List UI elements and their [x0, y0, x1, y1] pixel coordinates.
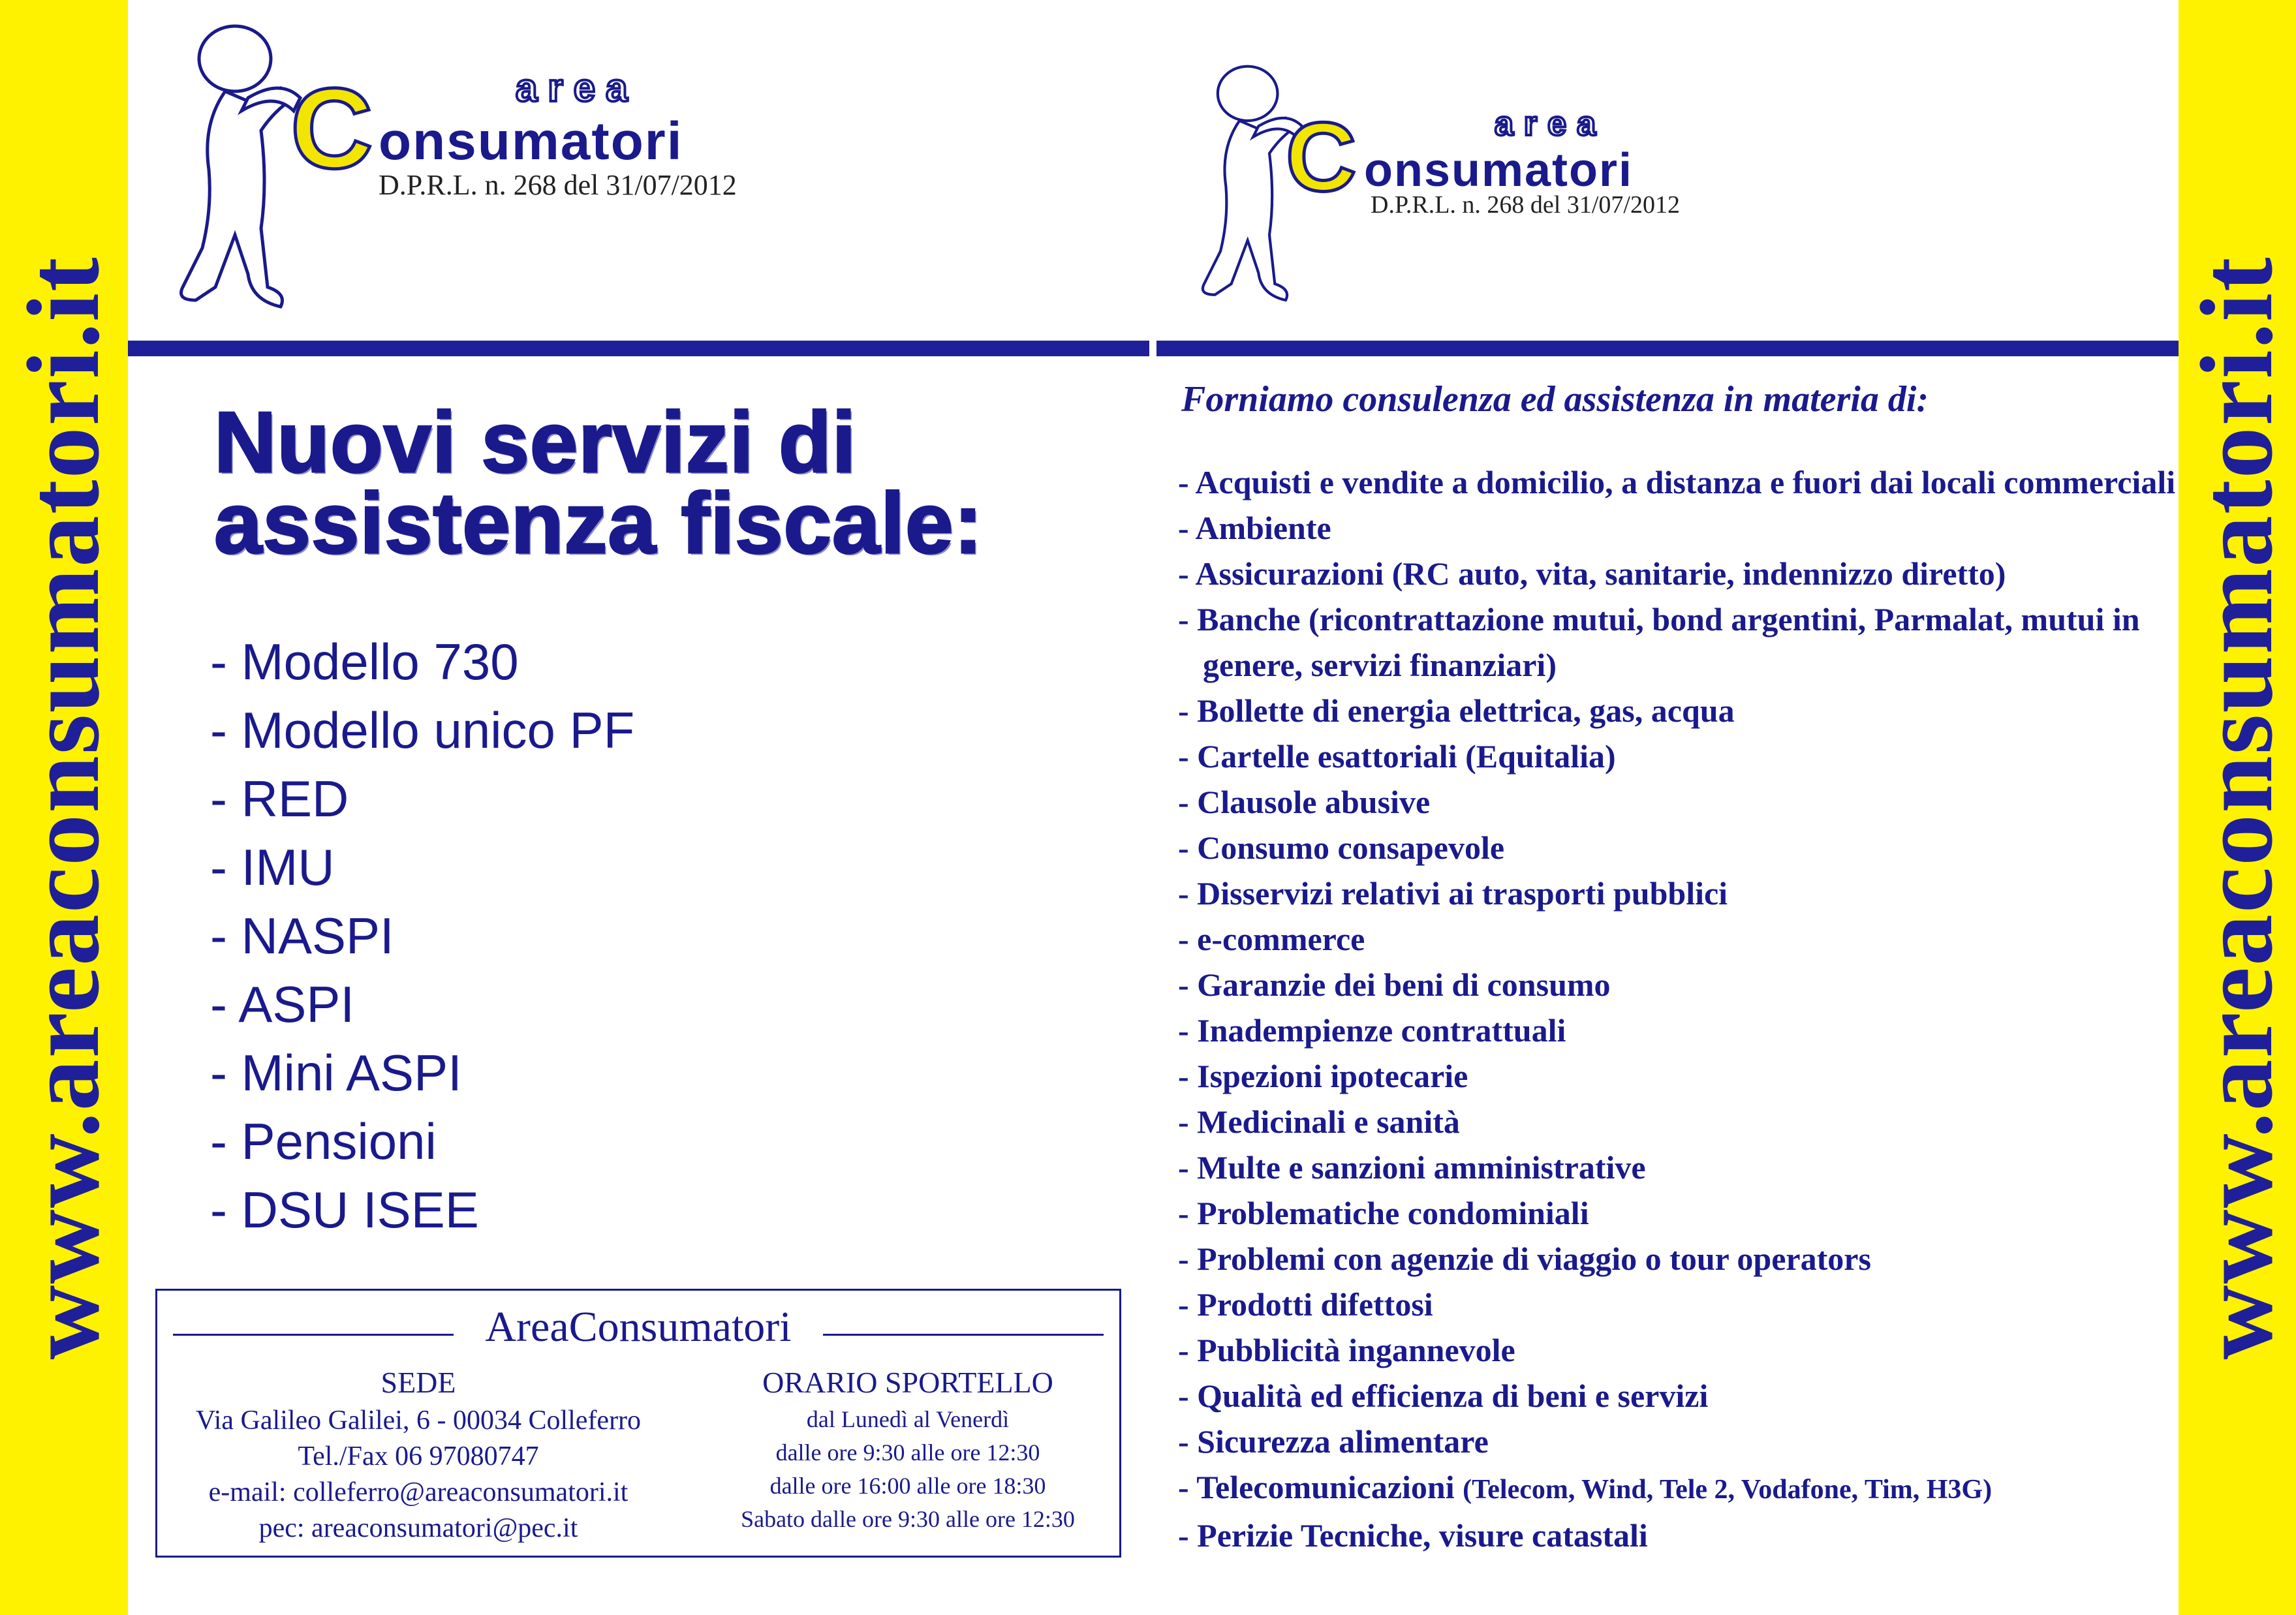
topic-item: - Multe e sanzioni amministrative [1178, 1149, 1646, 1186]
logo-word-area: area [1495, 105, 1606, 143]
service-item: - DSU ISEE [210, 1181, 479, 1238]
topic-item: - Clausole abusive [1178, 784, 1431, 820]
service-item: - IMU [210, 838, 335, 896]
service-item: - NASPI [210, 907, 394, 964]
contact-info-box [155, 1289, 1121, 1558]
orario-line: dalle ore 16:00 alle ore 18:30 [769, 1473, 1046, 1499]
headline-line-1: Nuovi servizi di [214, 394, 857, 490]
sede-phone[interactable]: Tel./Fax 06 97080747 [298, 1441, 539, 1471]
telecom-main: - Telecomunicazioni [1178, 1469, 1455, 1505]
topic-item: - Medicinali e sanità [1178, 1103, 1460, 1140]
topics-list [1178, 459, 2190, 1558]
right-blue-rule [1156, 341, 2179, 356]
logo-letter-c: C [1286, 102, 1357, 211]
topic-item: - Sicurezza alimentare [1178, 1423, 1489, 1460]
sede-address: Via Galileo Galilei, 6 - 00034 Colleferro [195, 1406, 642, 1436]
topic-item: - Pubblicità ingannevole [1178, 1332, 1515, 1368]
orario-title: ORARIO SPORTELLO [762, 1366, 1053, 1399]
intro-heading: Forniamo consulenza ed assistenza in materia di: [1181, 379, 1929, 420]
topic-item-telecom [1178, 1464, 2190, 1513]
sede-email[interactable]: e-mail: colleferro@areaconsumatori.it [208, 1477, 628, 1507]
topic-item: - Inadempienze contrattuali [1178, 1012, 1566, 1049]
service-item: - Modello 730 [210, 633, 519, 690]
fiscal-services-list [210, 628, 634, 1244]
orario-section [692, 1362, 1123, 1536]
left-logo [163, 13, 816, 326]
topic-item: - Bollette di energia elettrica, gas, acqua [1178, 692, 1735, 729]
service-item: - Modello unico PF [210, 701, 635, 759]
telecom-detail: (Telecom, Wind, Tele 2, Vodafone, Tim, H3G) [1463, 1475, 1993, 1505]
topic-item: - Banche (ricontrattazione mutui, bond argentini, Parmalat, mutui in genere, servizi finanziari) [1178, 601, 2140, 683]
topic-item: - Qualità ed efficienza di beni e servizi [1178, 1377, 1709, 1414]
topic-item: - Assicurazioni (RC auto, vita, sanitarie, indennizzo diretto) [1178, 555, 2006, 592]
left-yellow-band [0, 0, 128, 1615]
headline-line-2: assistenza fiscale: [214, 475, 984, 571]
logo-word-area: area [516, 66, 638, 110]
topic-item: - Consumo consapevole [1178, 829, 1505, 866]
right-yellow-band [2179, 0, 2296, 1615]
left-blue-rule [128, 341, 1149, 356]
logo-registration: D.P.R.L. n. 268 del 31/07/2012 [1371, 191, 1680, 219]
topic-item: - Cartelle esattoriali (Equitalia) [1178, 738, 1616, 775]
topic-item: - Prodotti difettosi [1178, 1286, 1433, 1323]
service-item: - RED [210, 770, 349, 827]
sede-title: SEDE [380, 1366, 456, 1399]
logo-letter-c: C [290, 65, 373, 192]
topic-item: - Perizie Tecniche, visure catastali [1178, 1517, 1648, 1554]
info-box-brand: AreaConsumatori [157, 1302, 1119, 1352]
topic-item: - Ispezioni ipotecarie [1178, 1058, 1468, 1094]
orario-line: dal Lunedì al Venerdì [806, 1406, 1010, 1432]
service-item: - ASPI [210, 976, 355, 1033]
sede-section [157, 1362, 679, 1546]
topic-item: - e-commerce [1178, 921, 1365, 957]
left-website-url[interactable]: www.areaconsumatori.it [7, 255, 121, 1360]
right-website-url[interactable]: www.areaconsumatori.it [2180, 255, 2294, 1360]
topic-item: - Problematiche condominiali [1178, 1195, 1589, 1231]
topic-item: - Disservizi relativi ai trasporti pubblici [1178, 875, 1728, 912]
logo-word-onsumatori: onsumatori [379, 112, 683, 171]
right-logo [1188, 46, 1775, 326]
topic-item: - Problemi con agenzie di viaggio o tour operators [1178, 1240, 1871, 1277]
service-item: - Mini ASPI [210, 1044, 462, 1101]
orario-line: dalle ore 9:30 alle ore 12:30 [775, 1439, 1040, 1466]
orario-line: Sabato dalle ore 9:30 alle ore 12:30 [741, 1506, 1075, 1532]
topic-item: - Garanzie dei beni di consumo [1178, 966, 1611, 1003]
topic-item: - Acquisti e vendite a domicilio, a distanza e fuori dai locali commerciali [1178, 464, 2176, 500]
service-item: - Pensioni [210, 1113, 437, 1170]
sede-pec[interactable]: pec: areaconsumatori@pec.it [258, 1513, 578, 1543]
topic-item: - Ambiente [1178, 510, 1331, 546]
logo-word-onsumatori: onsumatori [1364, 144, 1634, 196]
logo-registration: D.P.R.L. n. 268 del 31/07/2012 [379, 169, 737, 201]
headline [214, 394, 1128, 571]
